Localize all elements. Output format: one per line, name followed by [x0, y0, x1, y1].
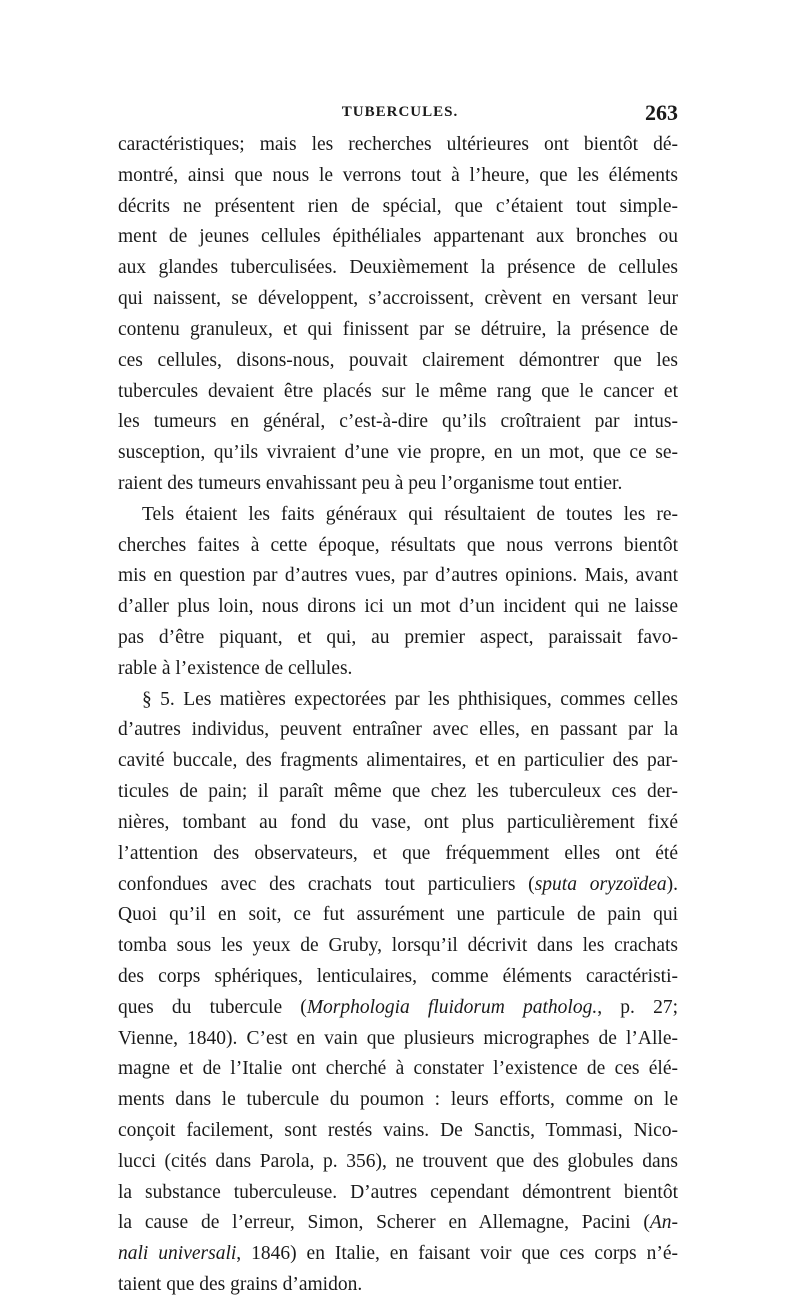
text-line: Quoi qu’il en soit, ce fut assurément une particule de pain qui [118, 904, 678, 926]
text-line: les tumeurs en général, c’est-à-dire qu’ils croîtraient par intus- [118, 411, 678, 433]
text-line: contenu granuleux, et qui finissent par se détruire, la présence de [118, 318, 678, 340]
text-line: aux glandes tuberculisées. Deuxièmement la présence de cellules [118, 257, 678, 279]
text-line: d’aller plus loin, nous dirons ici un mot d’un incident qui ne laisse [118, 596, 678, 618]
text-line: confondues avec des crachats tout particuliers (sputa oryzoïdea). [118, 873, 679, 895]
text-line: tubercules devaient être placés sur le même rang que le cancer et [118, 380, 678, 402]
text-line: ces cellules, disons-nous, pouvait clairement démontrer que les [118, 349, 678, 371]
text-line: ment de jeunes cellules épithéliales appartenant aux bronches ou [118, 226, 678, 248]
text-line: tomba sous les yeux de Gruby, lorsqu’il décrivit dans les crachats [118, 935, 678, 957]
text-line: d’autres individus, peuvent entraîner avec elles, en passant par la [118, 719, 678, 741]
text-line: décrits ne présentent rien de spécial, que c’étaient tout simple- [118, 195, 678, 217]
text-line: nali universali, 1846) en Italie, en faisant voir que ces corps n’é- [118, 1243, 678, 1265]
text-line: ticules de pain; il paraît même que chez les tuberculeux ces der- [118, 781, 678, 803]
body-text [118, 130, 678, 1301]
text-line: § 5. Les matières expectorées par les phthisiques, commes celles [142, 688, 678, 710]
text-line: l’attention des observateurs, et que fréquemment elles ont été [118, 842, 678, 864]
text-line: la substance tuberculeuse. D’autres cependant démontrent bientôt [118, 1181, 678, 1203]
text-line: la cause de l’erreur, Simon, Scherer en Allemagne, Pacini (An- [118, 1212, 678, 1234]
text-line: ques du tubercule (Morphologia fluidorum patholog., p. 27; [118, 996, 678, 1018]
text-line: susception, qu’ils vivraient d’une vie propre, en un mot, que ce se- [118, 442, 678, 464]
text-line: cherches faites à cette époque, résultats que nous verrons bientôt [118, 534, 678, 556]
running-head [0, 100, 800, 130]
text-line: qui naissent, se développent, s’accroissent, crèvent en versant leur [118, 288, 678, 310]
text-line: pas d’être piquant, et qui, au premier aspect, paraissait favo- [118, 627, 678, 648]
page-number: 263 [645, 100, 678, 125]
text-line: Vienne, 1840). C’est en vain que plusieurs micrographes de l’Alle- [118, 1027, 678, 1049]
text-line: nières, tombant au fond du vase, ont plus particulièrement fixé [118, 811, 678, 833]
text-line: cavité buccale, des fragments alimentaires, et en particulier des par- [118, 750, 678, 772]
text-line: Tels étaient les faits généraux qui résultaient de toutes les re- [142, 503, 678, 525]
text-line: raient des tumeurs envahissant peu à peu l’organisme tout entier. [118, 472, 623, 494]
text-line: magne et de l’Italie ont cherché à constater l’existence de ces élé- [118, 1058, 678, 1080]
text-line: rable à l’existence de cellules. [118, 657, 353, 679]
text-line: lucci (cités dans Parola, p. 356), ne trouvent que des globules dans [118, 1150, 678, 1172]
text-line: conçoit facilement, sont restés vains. De Sanctis, Tommasi, Nico- [118, 1120, 678, 1141]
text-line: taient que des grains d’amidon. [118, 1274, 363, 1296]
text-line: caractéristiques; mais les recherches ultérieures ont bientôt dé- [118, 134, 678, 155]
text-line: mis en question par d’autres vues, par d’autres opinions. Mais, avant [118, 565, 678, 587]
text-line: des corps sphériques, lenticulaires, comme éléments caractéristi- [118, 965, 678, 987]
text-line: montré, ainsi que nous le verrons tout à l’heure, que les éléments [118, 164, 678, 186]
text-line: ments dans le tubercule du poumon : leurs efforts, comme on le [118, 1089, 678, 1111]
running-title: TUBERCULES. [341, 104, 459, 120]
